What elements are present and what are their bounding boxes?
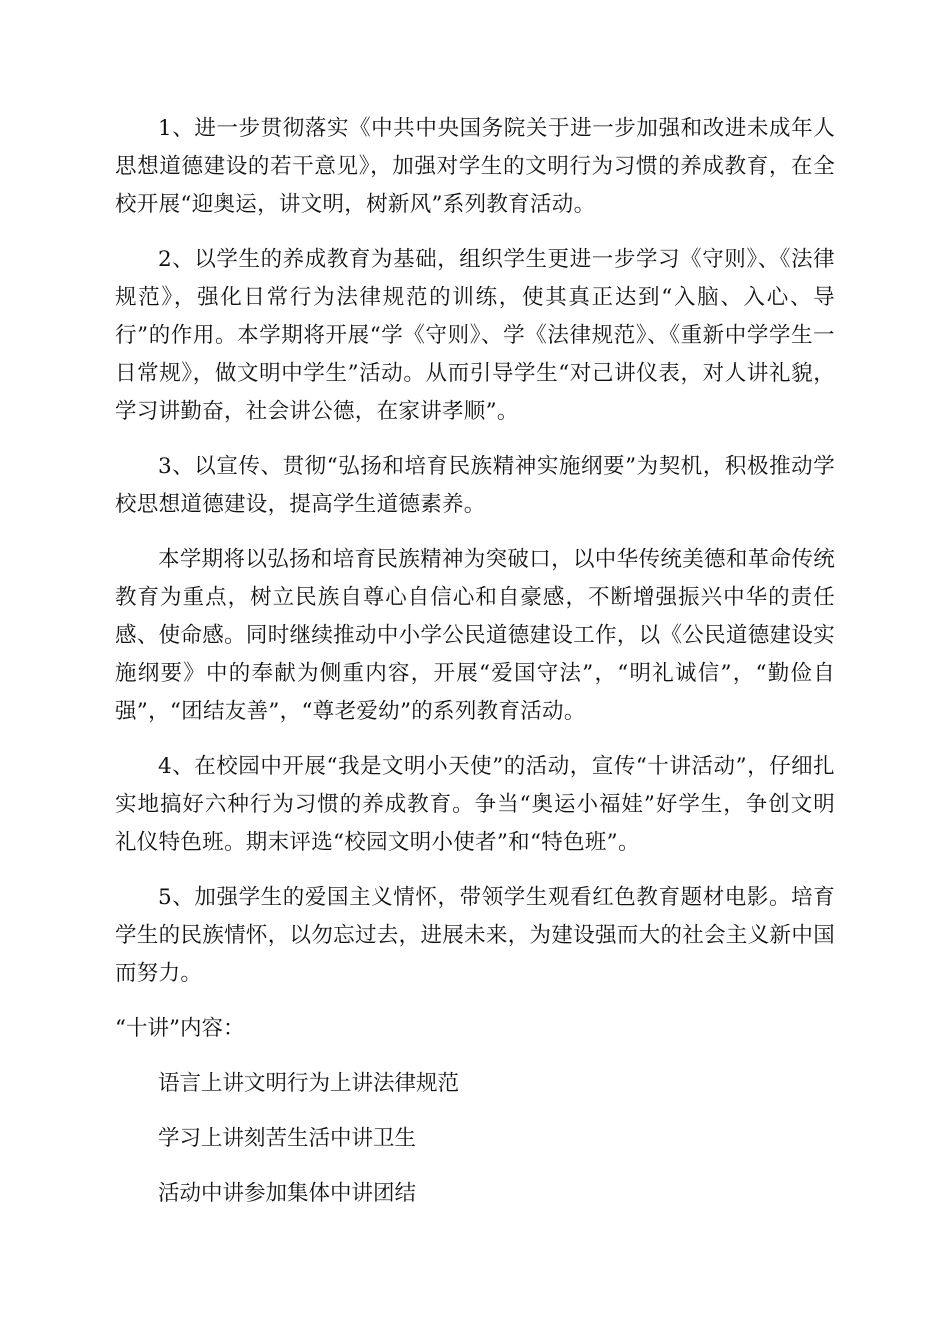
- paragraph-national-spirit: 本学期将以弘扬和培育民族精神为突破口，以中华传统美德和革命传统教育为重点，树立民族自尊心自信心和自豪感，不断增强振兴中华的责任感、使命感。同时继续推动中小学公民道德建设工作，以《公民道德建设实施纲要》中的奉献为侧重内容，开展“爱国守法”，“明礼诚信”，“勤俭自强”，“团结友善”，“尊老爱幼”的系列教育活动。: [115, 547, 835, 724]
- paragraph-item-3: 3、以宣传、贯彻“弘扬和培育民族精神实施纲要”为契机，积极推动学校思想道德建设，提高学生道德素养。: [115, 454, 835, 517]
- document-body: [115, 110, 835, 1230]
- ten-talks-item: 语言上讲文明行为上讲法律规范: [158, 1071, 460, 1096]
- ten-talks-heading: “十讲”内容：: [115, 1016, 245, 1041]
- ten-talks-item: 学习上讲刻苦生活中讲卫生: [158, 1126, 417, 1151]
- ten-talks-item: 活动中讲参加集体中讲团结: [158, 1181, 417, 1206]
- paragraph-item-1: 1、进一步贯彻落实《中共中央国务院关于进一步加强和改进未成年人思想道德建设的若干意见》，加强对学生的文明行为习惯的养成教育，在全校开展“迎奥运，讲文明，树新风”系列教育活动。: [115, 116, 835, 217]
- paragraph-item-4: 4、在校园中开展“我是文明小天使”的活动，宣传“十讲活动”，仔细扎实地搞好六种行为习惯的养成教育。争当“奥运小福娃”好学生，争创文明礼仪特色班。期末评选“校园文明小使者”和“特色班”。: [115, 754, 835, 855]
- paragraph-item-5: 5、加强学生的爱国主义情怀，带领学生观看红色教育题材电影。培育学生的民族情怀，以勿忘过去，进展未来，为建设强而大的社会主义新中国而努力。: [115, 885, 835, 986]
- paragraph-item-2: 2、以学生的养成教育为基础，组织学生更进一步学习《守则》、《法律规范》，强化日常行为法律规范的训练，使其真正达到“入脑、入心、导行”的作用。本学期将开展“学《守则》、学《法律规范》、《重新中学学生一日常规》，做文明中学生”活动。从而引导学生“对己讲仪表，对人讲礼貌，学习讲勤奋，社会讲公德，在家讲孝顺”。: [115, 247, 835, 424]
- ten-talks-list: [115, 1065, 835, 1213]
